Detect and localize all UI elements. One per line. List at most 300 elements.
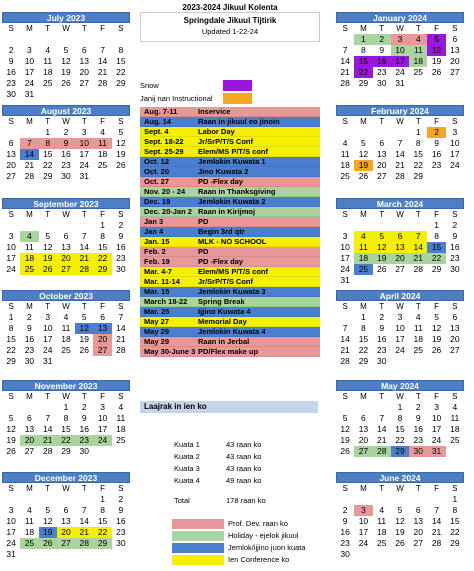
day-cell: 5 — [45, 505, 51, 515]
day-cell: 12 — [373, 242, 391, 253]
event-date: Oct. 27 — [144, 177, 170, 186]
day-cell: 2 — [342, 505, 348, 515]
day-cell — [57, 34, 75, 45]
day-cell: 10 — [97, 413, 108, 423]
day-cell: 30 — [61, 171, 71, 181]
day-cell: 22 — [450, 527, 460, 537]
day-cell: 3 — [8, 231, 14, 241]
day-cell: 5 — [397, 505, 403, 515]
day-cell: 19 — [61, 67, 71, 77]
day-cell: 23 — [340, 538, 350, 548]
day-cell — [20, 494, 38, 505]
day-cell — [39, 549, 57, 560]
event-row — [140, 337, 320, 347]
day-cell: 15 — [116, 56, 126, 66]
quarter-days: 43 raan ko — [226, 464, 262, 473]
month-header: July 2023 — [2, 12, 130, 23]
day-cell: 5 — [81, 312, 87, 322]
day-cell — [75, 34, 93, 45]
weekday-label: T — [415, 302, 421, 311]
event-date: Sept. 4 — [144, 127, 169, 136]
day-cell: 30 — [340, 549, 350, 559]
day-cell: 11 — [354, 242, 372, 253]
event-row — [140, 267, 320, 277]
event-name: Ijjino Kuwata 4 — [198, 307, 251, 316]
weekday-label: F — [434, 392, 439, 401]
month-calendar — [2, 380, 130, 457]
day-cell: 6 — [63, 505, 69, 515]
day-cell: 2 — [81, 402, 87, 412]
weekday-label: W — [396, 117, 404, 126]
day-cell: 15 — [358, 334, 369, 344]
day-cell: 11 — [450, 413, 460, 423]
day-grid — [336, 391, 464, 457]
quarter-days-row — [174, 463, 286, 474]
day-cell: 16 — [340, 527, 350, 537]
day-cell: 22 — [413, 160, 424, 170]
weekday-label: S — [452, 117, 458, 126]
weekday-label: F — [100, 117, 105, 126]
day-cell: 27 — [395, 264, 405, 274]
legend-swatch — [172, 531, 224, 541]
day-cell: 19 — [79, 334, 90, 344]
day-cell: 18 — [24, 527, 35, 537]
day-cell: 25 — [20, 538, 38, 549]
day-cell: 16 — [431, 149, 442, 159]
day-cell: 9 — [379, 323, 385, 333]
day-cell: 3 — [434, 402, 439, 412]
day-cell: 14 — [431, 516, 442, 526]
event-date: Jan. 15 — [144, 237, 170, 246]
day-cell: 3 — [397, 312, 403, 322]
day-cell: 5 — [342, 413, 348, 423]
day-cell: 28 — [75, 538, 93, 549]
day-cell: 25 — [61, 345, 71, 355]
day-cell: 19 — [6, 435, 16, 445]
day-cell: 3 — [27, 45, 32, 55]
total-label: Total — [174, 496, 190, 505]
event-date: Mar. 11-14 — [144, 277, 180, 286]
day-cell: 20 — [93, 334, 111, 345]
day-cell: 23 — [24, 345, 35, 355]
day-cell: 16 — [116, 516, 126, 526]
day-cell — [373, 127, 391, 138]
day-cell — [446, 356, 464, 367]
day-cell: 12 — [340, 424, 350, 434]
day-cell: 27 — [57, 264, 75, 275]
weekday-label: S — [452, 24, 458, 33]
day-cell — [75, 89, 93, 100]
day-cell: 22 — [93, 253, 111, 264]
legend-swatch — [172, 519, 224, 529]
day-cell: 5 — [8, 413, 14, 423]
day-cell: 11 — [116, 413, 126, 423]
day-cell — [354, 275, 372, 286]
day-cell: 8 — [39, 138, 57, 149]
day-cell — [39, 402, 57, 413]
weekday-label: S — [118, 24, 124, 33]
event-date: May 29 — [144, 327, 170, 336]
day-cell: 4 — [45, 45, 51, 55]
day-cell: 26 — [61, 78, 71, 88]
event-name: Raan in jikuul eo jinoin — [198, 117, 280, 126]
event-name: Jemlokin Kuwata 3 — [198, 287, 266, 296]
day-cell: 10 — [450, 138, 460, 148]
day-cell — [409, 494, 427, 505]
day-cell: 25 — [116, 435, 126, 445]
day-cell: 11 — [377, 516, 387, 526]
day-cell: 23 — [61, 160, 71, 170]
day-cell — [391, 494, 409, 505]
day-cell: 4 — [452, 402, 458, 412]
legend-label: Prof. Dev. raan ko — [228, 519, 288, 528]
weekday-label: T — [415, 392, 421, 401]
day-cell: 8 — [361, 45, 366, 55]
legend-swatch — [172, 543, 224, 553]
weekday-label: S — [342, 24, 348, 33]
month-header: September 2023 — [2, 198, 130, 209]
month-header: January 2024 — [336, 12, 464, 23]
day-cell: 27 — [354, 446, 372, 457]
day-cell: 9 — [342, 516, 348, 526]
day-cell: 26 — [431, 345, 442, 355]
month-calendar — [2, 290, 130, 367]
day-cell: 7 — [118, 312, 124, 322]
day-cell: 2 — [63, 127, 69, 137]
weekday-label: S — [8, 484, 14, 493]
weekday-label: M — [26, 302, 33, 311]
month-header: August 2023 — [2, 105, 130, 116]
legend-label: Holiday - ejelok jikuul — [228, 531, 299, 540]
day-cell: 29 — [358, 356, 369, 366]
day-cell: 2 — [379, 312, 385, 322]
day-cell: 2 — [427, 127, 445, 138]
day-cell: 13 — [450, 45, 460, 55]
day-cell: 25 — [354, 264, 372, 275]
day-cell: 26 — [39, 264, 57, 275]
day-cell: 4 — [415, 312, 421, 322]
day-cell: 22 — [57, 435, 75, 446]
day-cell: 28 — [413, 264, 424, 274]
day-cell: 18 — [61, 334, 71, 344]
day-cell: 9 — [452, 231, 458, 241]
event-date: Aug. 7-11 — [144, 107, 178, 116]
day-cell: 6 — [452, 34, 458, 44]
event-date: Mar. 25 — [144, 307, 170, 316]
legend-item — [172, 554, 289, 565]
day-cell: 14 — [395, 149, 405, 159]
day-cell — [39, 34, 57, 45]
month-header: November 2023 — [2, 380, 130, 391]
weekday-label: S — [118, 210, 124, 219]
day-cell — [20, 127, 38, 138]
weekday-label: F — [434, 484, 439, 493]
day-cell: 13 — [79, 56, 90, 66]
day-cell: 11 — [413, 323, 423, 333]
quarter-days-row — [174, 475, 286, 486]
weekday-label: W — [396, 210, 404, 219]
day-cell: 15 — [413, 149, 424, 159]
day-cell: 22 — [42, 160, 53, 170]
day-cell: 28 — [340, 78, 350, 88]
day-cell: 12 — [358, 149, 369, 159]
day-cell: 1 — [415, 127, 421, 137]
day-cell: 7 — [20, 138, 38, 149]
day-cell: 30 — [79, 446, 90, 456]
day-cell: 9 — [81, 413, 87, 423]
day-cell: 24 — [431, 435, 442, 445]
day-cell: 30 — [116, 538, 126, 548]
day-cell: 16 — [413, 424, 424, 434]
day-cell: 7 — [81, 505, 87, 515]
day-cell — [93, 446, 111, 457]
event-row — [140, 287, 320, 297]
day-cell: 19 — [373, 253, 391, 264]
day-cell: 6 — [81, 45, 87, 55]
day-cell: 29 — [431, 264, 442, 274]
event-name: Jr/SrP/T/S Conf — [198, 277, 254, 286]
quarter-label: Kuata 4 — [174, 476, 200, 485]
day-cell: 22 — [116, 67, 126, 77]
snow-legend — [140, 80, 320, 91]
day-cell: 16 — [450, 242, 460, 252]
weekday-label: T — [45, 210, 51, 219]
day-cell: 2 — [415, 402, 421, 412]
event-date: Oct. 20 — [144, 167, 170, 176]
day-cell: 14 — [376, 424, 387, 434]
event-row — [140, 137, 320, 147]
weekday-label: F — [434, 117, 439, 126]
day-cell: 10 — [6, 516, 16, 526]
month-calendar — [336, 12, 464, 89]
day-cell: 5 — [361, 138, 366, 148]
day-cell: 21 — [116, 334, 126, 344]
day-cell — [391, 356, 409, 367]
event-date: Dec. 19 — [144, 197, 171, 206]
day-cell: 13 — [6, 149, 16, 159]
day-cell: 13 — [413, 516, 424, 526]
weekday-label: T — [415, 117, 421, 126]
day-cell: 24 — [6, 538, 16, 548]
day-cell: 3 — [452, 127, 458, 137]
day-cell: 16 — [373, 56, 391, 67]
day-cell: 11 — [409, 45, 427, 56]
event-row — [140, 217, 320, 227]
event-row — [140, 177, 320, 187]
day-cell: 13 — [391, 242, 409, 253]
weekday-label: S — [342, 117, 348, 126]
day-cell: 25 — [340, 171, 350, 181]
day-cell: 7 — [100, 45, 105, 55]
weekday-label: T — [379, 302, 385, 311]
district-header — [140, 12, 320, 42]
day-cell: 7 — [45, 413, 51, 423]
day-cell: 16 — [6, 67, 16, 77]
event-date: Oct. 12 — [144, 157, 170, 166]
event-name: Raan in Thanksgiving — [198, 187, 276, 196]
weekday-label: M — [26, 24, 33, 33]
day-cell — [20, 549, 38, 560]
day-cell: 17 — [391, 56, 409, 67]
day-cell: 5 — [427, 34, 445, 45]
day-cell: 18 — [97, 149, 108, 159]
day-cell: 21 — [340, 345, 350, 355]
day-cell: 23 — [6, 78, 16, 88]
day-cell: 13 — [61, 516, 71, 526]
day-cell: 14 — [340, 334, 350, 344]
legend-item — [172, 542, 306, 553]
day-cell — [427, 549, 445, 560]
weekday-label: W — [62, 117, 70, 126]
day-cell: 6 — [361, 413, 366, 423]
day-cell: 30 — [6, 89, 16, 99]
day-cell: 14 — [42, 424, 53, 434]
day-cell — [391, 275, 409, 286]
day-cell: 13 — [24, 424, 35, 434]
day-cell — [373, 402, 391, 413]
day-cell — [446, 446, 464, 457]
day-cell — [20, 34, 38, 45]
day-cell: 6 — [452, 312, 458, 322]
day-cell: 15 — [6, 334, 16, 344]
day-cell: 28 — [75, 264, 93, 275]
day-cell: 23 — [116, 527, 126, 537]
day-cell: 29 — [6, 356, 16, 366]
absent-title: Laajrak in ien ko — [140, 401, 318, 413]
weekday-label: M — [26, 392, 33, 401]
month-calendar — [2, 472, 130, 560]
day-cell: 5 — [45, 231, 51, 241]
event-row — [140, 297, 320, 307]
day-cell: 14 — [79, 516, 90, 526]
day-cell: 21 — [39, 435, 57, 446]
event-name: PD -Flex day — [198, 177, 244, 186]
day-cell — [373, 220, 391, 231]
day-cell: 15 — [450, 516, 460, 526]
event-name: Begin 3rd qtr — [198, 227, 245, 236]
day-cell — [446, 78, 464, 89]
day-cell: 20 — [6, 160, 16, 170]
day-cell — [354, 220, 372, 231]
day-cell: 20 — [413, 527, 424, 537]
day-cell: 28 — [431, 538, 442, 548]
day-cell: 7 — [397, 138, 403, 148]
day-cell: 29 — [42, 171, 53, 181]
day-cell — [2, 34, 20, 45]
day-cell — [39, 89, 57, 100]
event-name: Raan in Kirijmoj — [198, 207, 256, 216]
weekday-label: T — [415, 210, 421, 219]
day-cell: 4 — [63, 312, 69, 322]
day-cell — [57, 89, 75, 100]
day-cell: 20 — [57, 527, 75, 538]
event-date: May 30-June 3 — [144, 347, 196, 356]
event-name: Raan in Jerbal — [198, 337, 250, 346]
day-cell: 12 — [61, 56, 71, 66]
day-cell: 4 — [20, 231, 38, 242]
day-cell: 19 — [340, 435, 350, 445]
day-cell: 31 — [340, 275, 350, 285]
event-row — [140, 107, 320, 117]
day-cell: 5 — [118, 127, 124, 137]
day-cell: 15 — [61, 424, 71, 434]
day-cell — [75, 356, 93, 367]
event-name: Jr/SrP/T/S Conf — [198, 137, 254, 146]
day-cell: 29 — [358, 78, 369, 88]
weekday-label: M — [26, 484, 33, 493]
day-cell: 27 — [450, 67, 460, 77]
day-grid — [336, 116, 464, 182]
weekday-label: S — [8, 392, 14, 401]
weekday-label: S — [342, 302, 348, 311]
day-cell: 2 — [118, 220, 124, 230]
day-cell: 13 — [61, 242, 71, 252]
quarter-label: Kuata 1 — [174, 440, 200, 449]
day-cell: 30 — [376, 356, 387, 366]
day-cell: 31 — [79, 171, 90, 181]
month-header: June 2024 — [336, 472, 464, 483]
day-cell: 27 — [57, 538, 75, 549]
day-cell: 29 — [413, 171, 424, 181]
day-cell — [336, 494, 354, 505]
day-cell — [112, 171, 130, 182]
day-cell: 9 — [57, 138, 75, 149]
day-cell: 18 — [340, 160, 350, 170]
day-cell: 15 — [427, 242, 445, 253]
weekday-label: T — [415, 484, 421, 493]
day-cell: 21 — [97, 67, 108, 77]
event-date: Feb. 2 — [144, 247, 166, 256]
day-cell: 20 — [79, 67, 90, 77]
day-cell: 15 — [395, 424, 405, 434]
day-cell — [112, 446, 130, 457]
day-cell: 20 — [391, 253, 409, 264]
weekday-label: T — [45, 24, 51, 33]
day-cell: 8 — [434, 231, 439, 241]
weekday-label: S — [452, 210, 458, 219]
day-grid — [2, 23, 130, 100]
day-cell: 27 — [413, 538, 424, 548]
day-cell — [409, 356, 427, 367]
day-cell — [373, 549, 391, 560]
day-cell: 17 — [97, 424, 108, 434]
day-cell: 27 — [79, 78, 90, 88]
day-cell: 21 — [75, 253, 93, 264]
event-name: Jemlokin Kuwata 2 — [198, 197, 266, 206]
day-cell: 8 — [361, 323, 366, 333]
day-grid — [2, 301, 130, 367]
day-cell: 28 — [42, 446, 53, 456]
day-cell: 21 — [431, 527, 442, 537]
day-cell: 26 — [116, 160, 126, 170]
day-cell — [446, 549, 464, 560]
weekday-label: F — [100, 24, 105, 33]
weekday-label: T — [45, 484, 51, 493]
day-cell: 17 — [358, 527, 369, 537]
day-cell: 27 — [24, 446, 35, 456]
day-cell: 6 — [27, 413, 32, 423]
day-cell: 26 — [6, 446, 16, 456]
weekday-label: S — [118, 484, 124, 493]
day-cell: 13 — [358, 424, 369, 434]
day-cell: 1 — [354, 34, 372, 45]
event-date: May 27 — [144, 317, 170, 326]
legend-label: Ien Conference ko — [228, 555, 290, 564]
month-header: October 2023 — [2, 290, 130, 301]
day-cell: 20 — [450, 56, 460, 66]
day-cell: 19 — [431, 56, 442, 66]
day-cell: 19 — [39, 527, 57, 538]
